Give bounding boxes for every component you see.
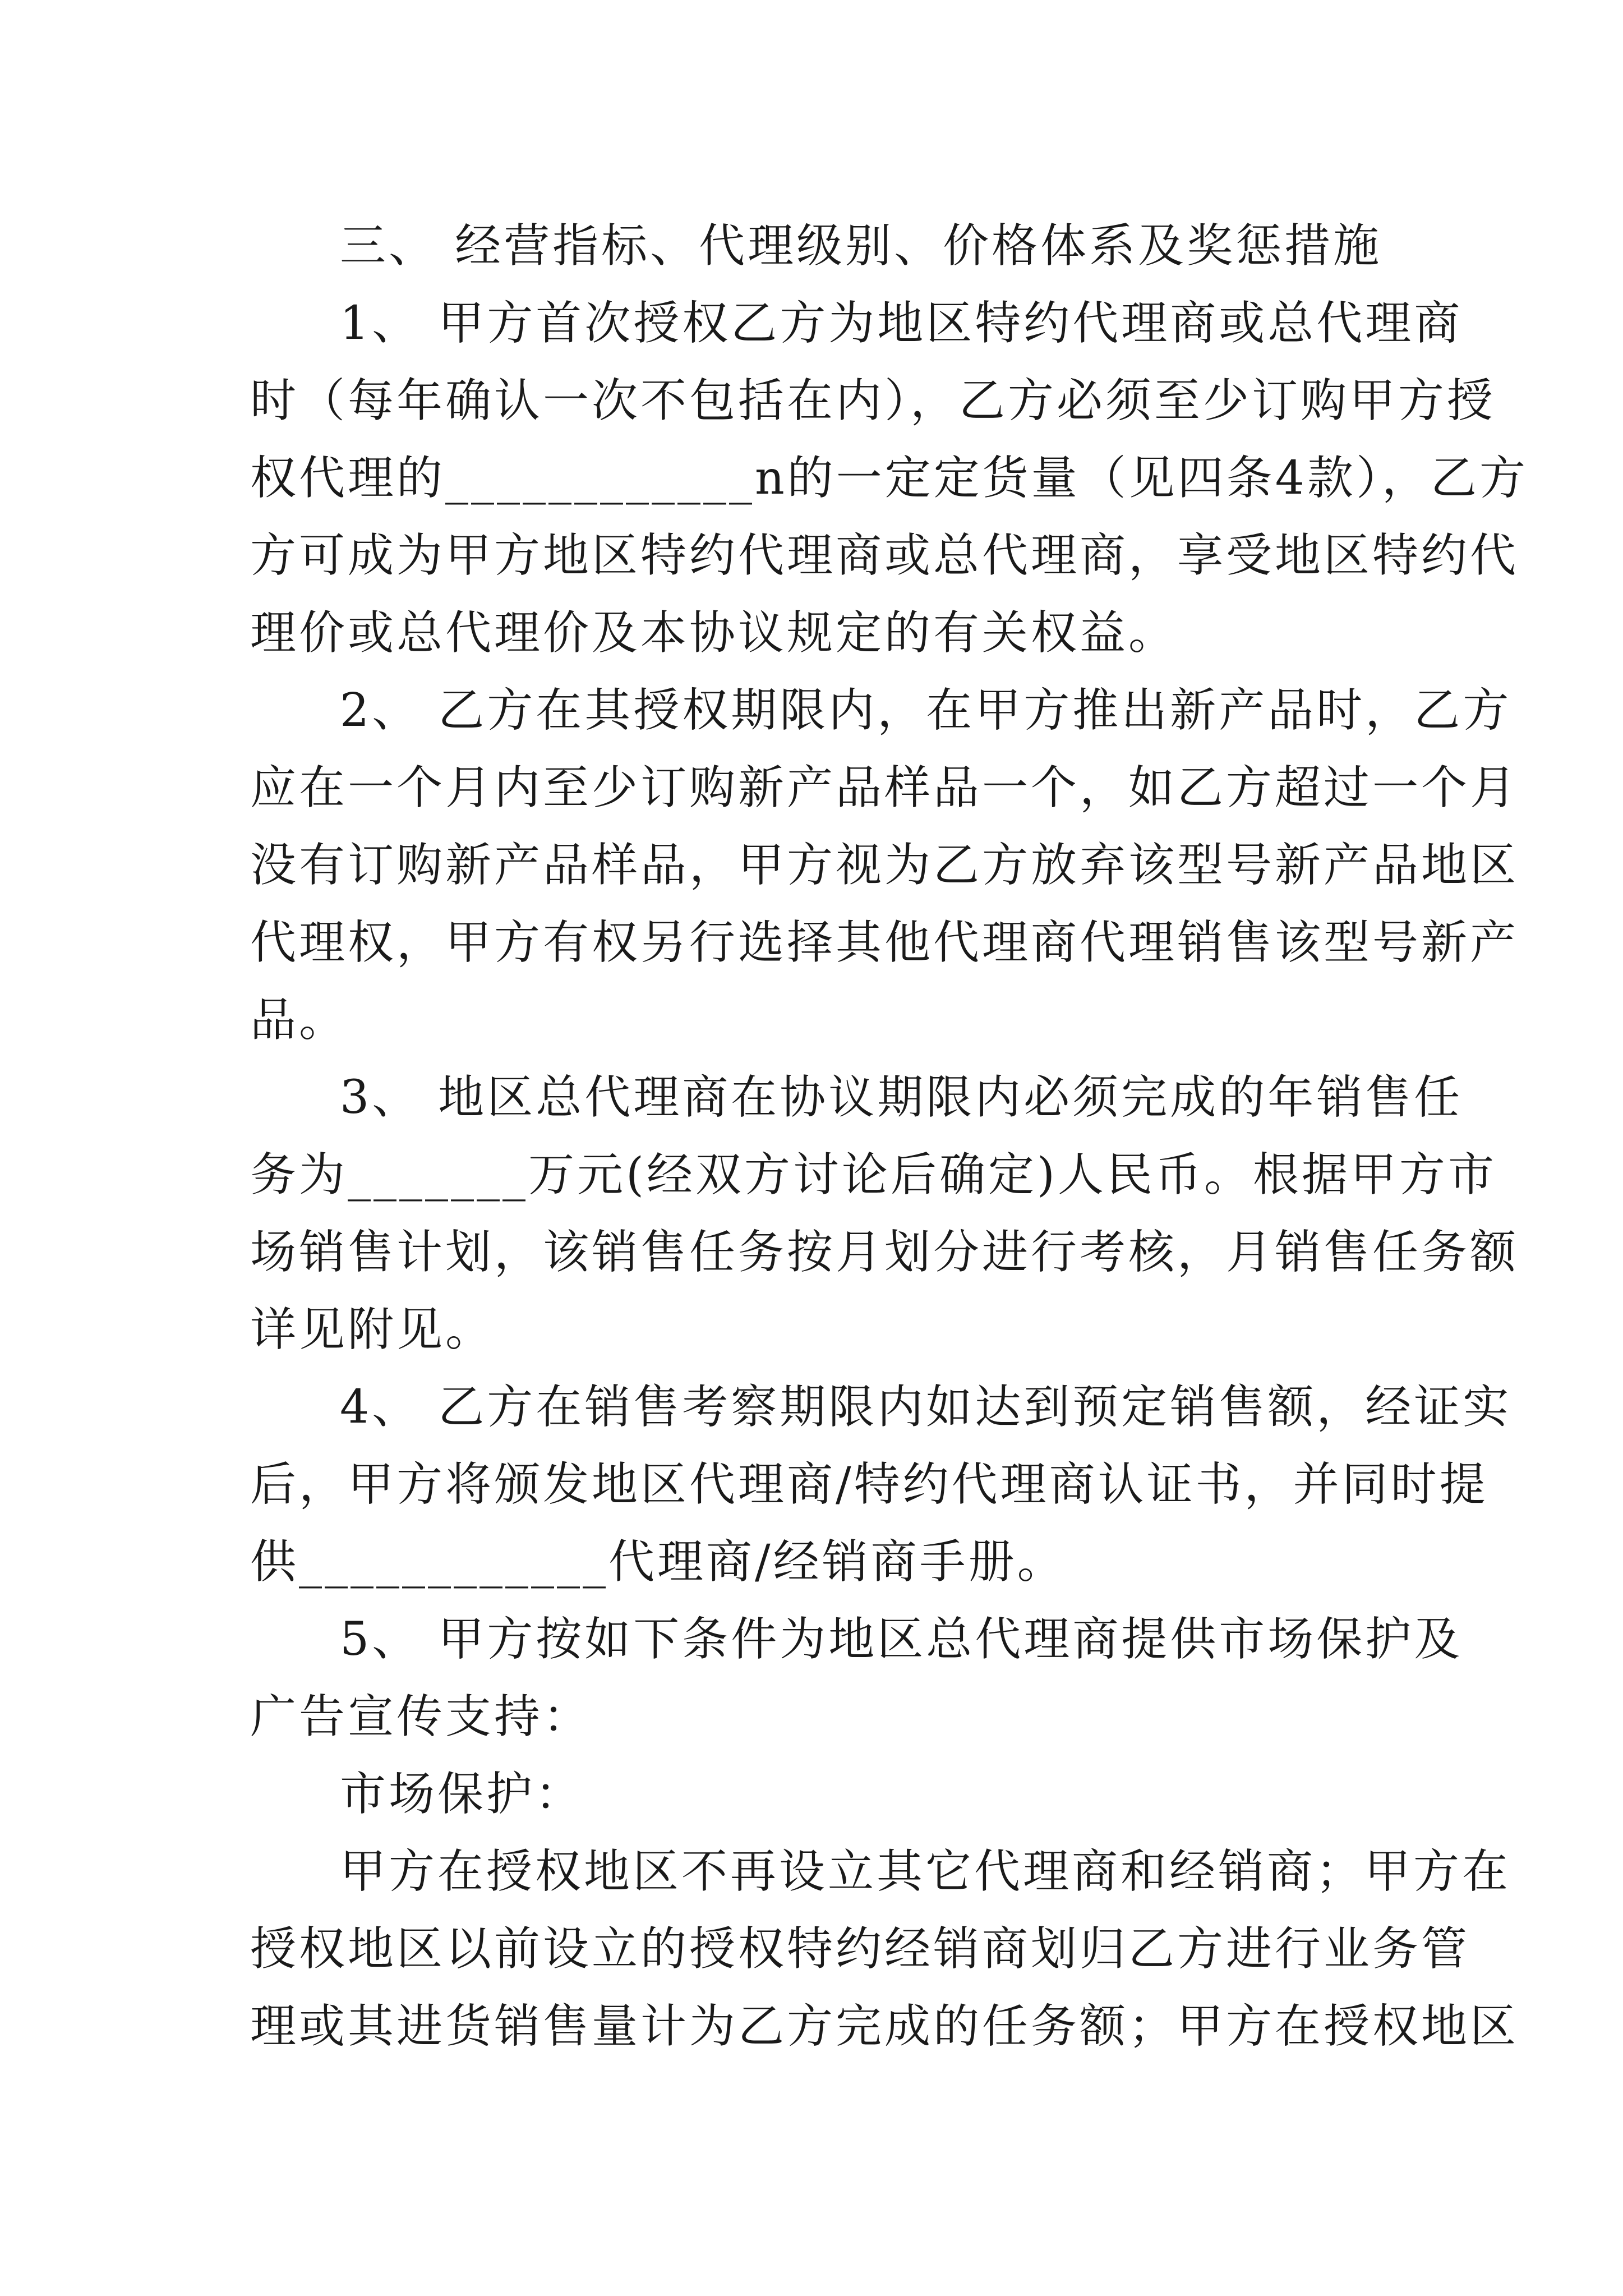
clause-4-line-3: 供____________代理商/经销商手册。	[250, 1535, 1066, 1589]
clause-5-line-2: 广告宣传支持：	[250, 1690, 592, 1743]
market-protection-line-3: 理或其进货销售量计为乙方完成的任务额；甲方在授权地区	[250, 2000, 1519, 2053]
clause-3-line-4: 详见附见。	[250, 1303, 495, 1356]
clause-1-line-2: 时（每年确认一次不包括在内），乙方必须至少订购甲方授	[250, 374, 1496, 427]
clause-3-line-2: 务为_______万元(经双方讨论后确定)人民币。根据甲方市	[250, 1148, 1497, 1202]
clause-2-line-5: 品。	[250, 993, 348, 1047]
clause-1-line-1: 1、 甲方首次授权乙方为地区特约代理商或总代理商	[340, 297, 1463, 350]
clause-4-line-2: 后，甲方将颁发地区代理商/特约代理商认证书，并同时提	[250, 1458, 1488, 1511]
clause-5-line-1: 5、 甲方按如下条件为地区总代理商提供市场保护及	[340, 1613, 1463, 1666]
clause-2-line-3: 没有订购新产品样品，甲方视为乙方放弃该型号新产品地区	[250, 839, 1519, 892]
clause-1-line-3: 权代理的____________n的一定定货量（见四条4款），乙方	[250, 452, 1528, 505]
clause-2-line-2: 应在一个月内至少订购新产品样品一个，如乙方超过一个月	[250, 761, 1519, 815]
section-heading: 三、 经营指标、代理级别、价格体系及奖惩措施	[340, 219, 1382, 273]
clause-2-line-4: 代理权，甲方有权另行选择其他代理商代理销售该型号新产	[250, 916, 1519, 969]
clause-1-line-5: 理价或总代理价及本协议规定的有关权益。	[250, 606, 1178, 660]
market-protection-heading: 市场保护：	[340, 1768, 584, 1821]
clause-4-line-1: 4、 乙方在销售考察期限内如达到预定销售额，经证实	[340, 1381, 1512, 1434]
clause-2-line-1: 2、 乙方在其授权期限内，在甲方推出新产品时，乙方	[340, 684, 1512, 737]
market-protection-line-1: 甲方在授权地区不再设立其它代理商和经销商；甲方在	[340, 1845, 1511, 1898]
clause-3-line-1: 3、 地区总代理商在协议期限内必须完成的年销售任	[340, 1071, 1463, 1124]
document-page	[250, 208, 1528, 2065]
market-protection-line-2: 授权地区以前设立的授权特约经销商划归乙方进行业务管	[250, 1922, 1470, 1976]
clause-1-line-4: 方可成为甲方地区特约代理商或总代理商，享受地区特约代	[250, 529, 1519, 582]
clause-3-line-3: 场销售计划，该销售任务按月划分进行考核，月销售任务额	[250, 1226, 1519, 1279]
